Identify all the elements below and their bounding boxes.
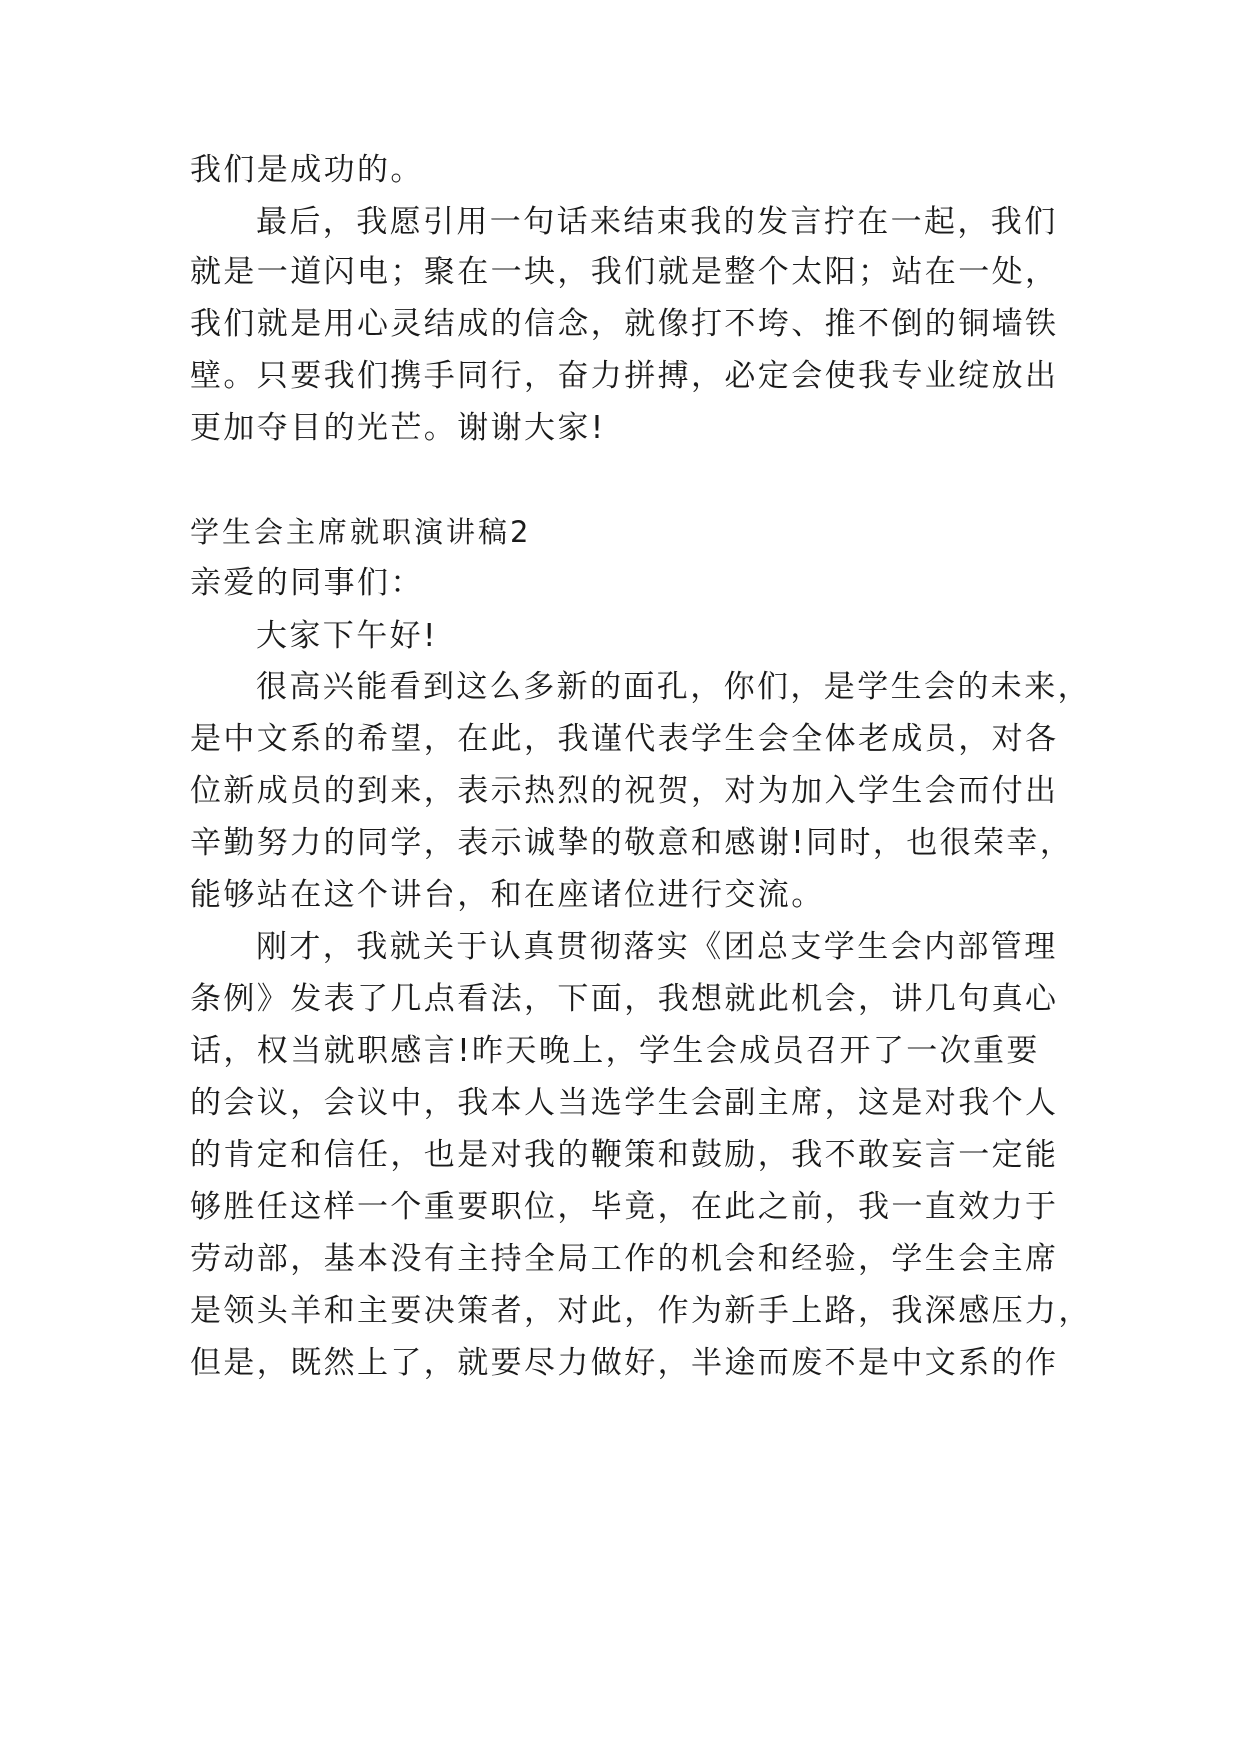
paragraph-line: 是领头羊和主要决策者，对此，作为新手上路，我深感压力，	[190, 1293, 1092, 1329]
paragraph-line: 更加夺目的光芒。谢谢大家!	[190, 410, 606, 446]
paragraph-line: 劳动部，基本没有主持全局工作的机会和经验，学生会主席	[190, 1241, 1059, 1277]
section-title: 学生会主席就职演讲稿2	[190, 515, 532, 549]
paragraph-line: 够胜任这样一个重要职位，毕竟，在此之前，我一直效力于	[190, 1189, 1059, 1225]
paragraph-line: 最后，我愿引用一句话来结束我的发言拧在一起，我们	[256, 204, 1058, 240]
paragraph-line: 但是，既然上了，就要尽力做好，半途而废不是中文系的作	[190, 1345, 1059, 1381]
paragraph-line: 条例》发表了几点看法，下面，我想就此机会，讲几句真心	[190, 981, 1059, 1017]
paragraph-line: 辛勤努力的同学，表示诚挚的敬意和感谢!同时，也很荣幸，	[190, 825, 1074, 861]
paragraph-line: 能够站在这个讲台，和在座诸位进行交流。	[190, 877, 825, 913]
paragraph-line: 我们就是用心灵结成的信念，就像打不垮、推不倒的铜墙铁	[190, 306, 1059, 342]
paragraph-line: 是中文系的希望，在此，我谨代表学生会全体老成员，对各	[190, 721, 1059, 757]
paragraph-line: 我们是成功的。	[190, 152, 424, 188]
paragraph-line: 的肯定和信任，也是对我的鞭策和鼓励，我不敢妄言一定能	[190, 1137, 1059, 1173]
paragraph-line: 的会议，会议中，我本人当选学生会副主席，这是对我个人	[190, 1085, 1059, 1121]
greeting: 大家下午好!	[256, 618, 438, 654]
paragraph-line: 话，权当就职感言!昨天晚上，学生会成员召开了一次重要	[190, 1033, 1040, 1069]
paragraph-line: 就是一道闪电；聚在一块，我们就是整个太阳；站在一处，	[190, 254, 1059, 290]
paragraph-line: 壁。只要我们携手同行，奋力拼搏，必定会使我专业绽放出	[190, 358, 1059, 394]
salutation: 亲爱的同事们：	[190, 565, 424, 601]
paragraph-line: 刚才，我就关于认真贯彻落实《团总支学生会内部管理	[256, 929, 1058, 965]
paragraph-line: 位新成员的到来，表示热烈的祝贺，对为加入学生会而付出	[190, 773, 1059, 809]
paragraph-line: 很高兴能看到这么多新的面孔，你们，是学生会的未来，	[256, 669, 1091, 705]
